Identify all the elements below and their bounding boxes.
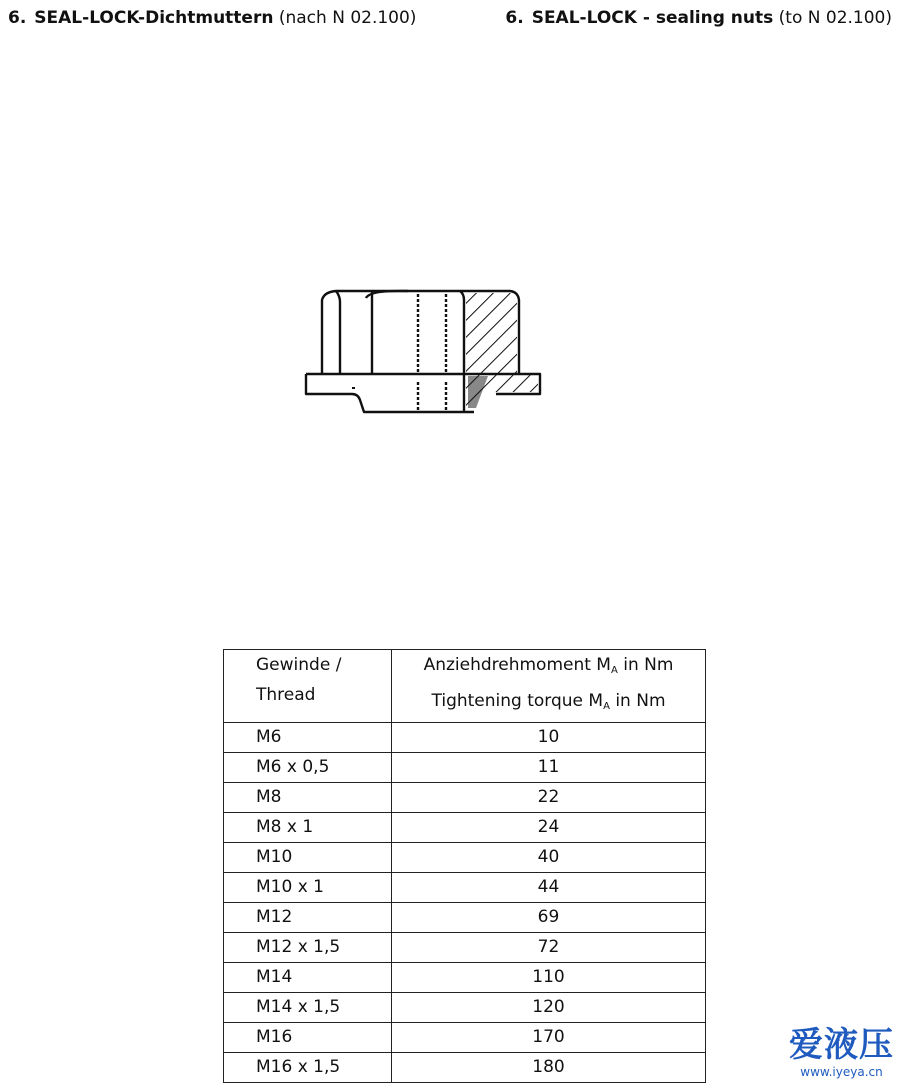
table-row — [224, 873, 706, 903]
thread-cell: M10 x 1 — [224, 873, 392, 903]
thread-cell: M8 — [224, 783, 392, 813]
thread-cell: M12 — [224, 903, 392, 933]
table-row — [224, 753, 706, 783]
heading-number: 6. — [8, 8, 27, 28]
table-row — [224, 963, 706, 993]
thread-cell: M8 x 1 — [224, 813, 392, 843]
table-row — [224, 933, 706, 963]
torque-header-de: Anziehdrehmoment $M_A$ in Nm — [423, 655, 674, 676]
table-row — [224, 903, 706, 933]
torque-table — [223, 649, 706, 1083]
torque-cell: 22 — [392, 783, 706, 813]
torque-cell: 120 — [392, 993, 706, 1023]
torque-cell: 24 — [392, 813, 706, 843]
logo-text: 爱液压 — [789, 1025, 894, 1065]
heading-title: SEAL-LOCK - sealing nuts — [531, 8, 774, 28]
heading-reference: (nach N 02.100) — [278, 8, 417, 28]
table-row — [224, 723, 706, 753]
torque-cell: 11 — [392, 753, 706, 783]
torque-header-en: Tightening torque $M_A$ in Nm — [431, 691, 666, 712]
thread-header-en: Thread — [256, 685, 316, 705]
table-row — [224, 783, 706, 813]
table-row — [224, 1023, 706, 1053]
thread-cell: M16 x 1,5 — [224, 1053, 392, 1083]
thread-cell: M10 — [224, 843, 392, 873]
logo-url: www.iyeya.cn — [800, 1065, 883, 1079]
table-row — [224, 1053, 706, 1083]
table-header-row — [224, 650, 706, 723]
heading-english — [505, 8, 892, 28]
thread-header — [224, 650, 392, 723]
torque-cell: 69 — [392, 903, 706, 933]
thread-cell: M6 — [224, 723, 392, 753]
thread-cell: M14 — [224, 963, 392, 993]
torque-cell: 72 — [392, 933, 706, 963]
thread-cell: M16 — [224, 1023, 392, 1053]
torque-cell: 180 — [392, 1053, 706, 1083]
table-row — [224, 843, 706, 873]
torque-cell: 170 — [392, 1023, 706, 1053]
torque-cell: 110 — [392, 963, 706, 993]
torque-cell: 10 — [392, 723, 706, 753]
heading-title: SEAL-LOCK-Dichtmuttern — [34, 8, 274, 28]
thread-cell: M6 x 0,5 — [224, 753, 392, 783]
torque-cell: 44 — [392, 873, 706, 903]
table-row — [224, 993, 706, 1023]
heading-german — [8, 8, 416, 28]
heading-reference: (to N 02.100) — [778, 8, 892, 28]
seal-lock-nut-drawing — [300, 282, 545, 422]
table-row — [224, 813, 706, 843]
torque-cell: 40 — [392, 843, 706, 873]
thread-cell: M14 x 1,5 — [224, 993, 392, 1023]
torque-header — [392, 650, 706, 723]
thread-header-de: Gewinde / — [256, 655, 342, 675]
heading-number: 6. — [505, 8, 524, 28]
thread-cell: M12 x 1,5 — [224, 933, 392, 963]
watermark-logo — [789, 1027, 894, 1079]
